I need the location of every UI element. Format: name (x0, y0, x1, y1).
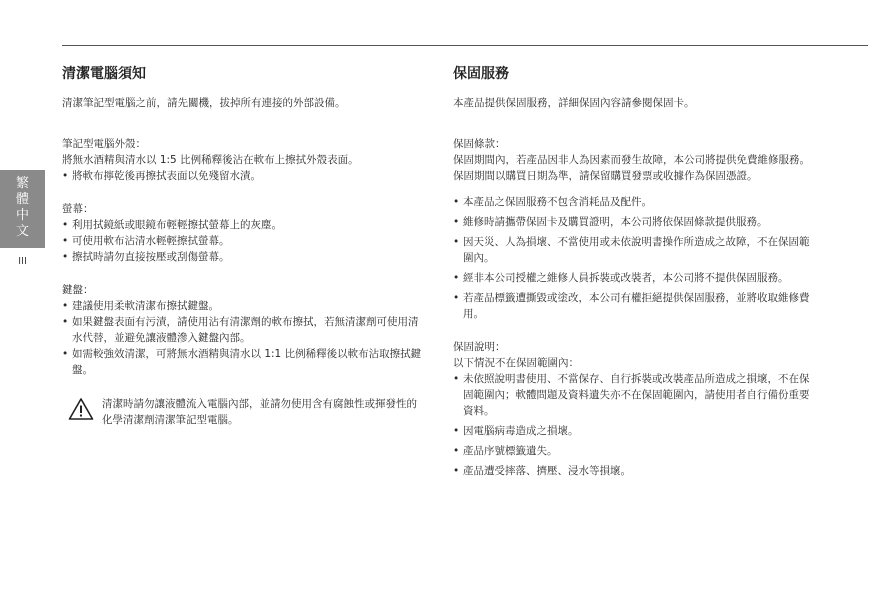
section-title: 保固說明： (453, 341, 506, 353)
section-text: 保固期間內，若產品因非人為因素而發生故障，本公司將提供免費維修服務。保固期間以購買日期為準，請保留購買發票或收據作為保固憑證。 (453, 154, 810, 182)
section-keyboard (62, 282, 422, 378)
bullet-list (62, 298, 422, 378)
warning-text: 清潔時請勿讓液體流入電腦內部，並請勿使用含有腐蝕性或揮發性的化學清潔劑清潔筆記型電腦。 (102, 398, 417, 426)
bullet-item: • 可使用軟布沾清水輕輕擦拭螢幕。 (62, 233, 422, 249)
bullet-item: • 產品序號標籤遺失。 (453, 443, 813, 459)
section-title: 鍵盤： (62, 284, 94, 296)
bullet-item: • 本產品之保固服務不包含消耗品及配件。 (453, 194, 813, 210)
bullet-item: • 維修時請攜帶保固卡及購買證明，本公司將依保固條款提供服務。 (453, 214, 813, 230)
bullet-item: • 未依照說明書使用、不當保存、自行拆裝或改裝產品所造成之損壞，不在保固範圍內；軟體問題及資料遺失亦不在保固範圍內，請使用者自行備份重要資料。 (453, 371, 813, 419)
bullet-item: • 如需較強效清潔，可將無水酒精與清水以 1:1 比例稀釋後以軟布沾取擦拭鍵盤。 (62, 346, 422, 378)
language-tab-char: 中 (15, 208, 29, 223)
bullet-item: • 若產品標籤遭撕毀或塗改，本公司有權拒絕提供保固服務，並將收取維修費用。 (453, 290, 813, 322)
bullet-list (453, 194, 813, 322)
section-screen (62, 201, 422, 265)
cleaning-title: 清潔電腦須知 (62, 66, 146, 82)
section-text: 將無水酒精與清水以 1:5 比例稀釋後沾在軟布上擦拭外殼表面。 (62, 154, 359, 166)
bullet-item: • 擦拭時請勿直接按壓或刮傷螢幕。 (62, 249, 422, 265)
language-tab (0, 170, 45, 248)
warranty-intro: 本產品提供保固服務，詳細保固內容請參閱保固卡。 (453, 97, 695, 109)
language-tab-char: 體 (15, 192, 29, 207)
warning-note (62, 396, 422, 428)
language-tab-char: 繁 (15, 176, 29, 191)
section-title: 筆記型電腦外殼： (62, 138, 146, 150)
bullet-item: • 如果鍵盤表面有污漬，請使用沾有清潔劑的軟布擦拭，若無清潔劑可使用清水代替，並避免讓液體滲入鍵盤內部。 (62, 314, 422, 346)
section-title: 保固條款： (453, 138, 506, 150)
bullet-list (62, 217, 422, 265)
warning-icon (68, 397, 94, 421)
section-exclusions (453, 339, 813, 479)
section-title: 螢幕： (62, 203, 94, 215)
bullet-item: • 產品遭受摔落、擠壓、浸水等損壞。 (453, 463, 813, 479)
warranty-column (453, 66, 813, 496)
page-number: III (18, 256, 27, 267)
bullet-item: • 利用拭鏡紙或眼鏡布輕輕擦拭螢幕上的灰塵。 (62, 217, 422, 233)
bullet-item: • 因天災、人為損壞、不當使用或未依說明書操作所造成之故障，不在保固範圍內。 (453, 234, 813, 266)
cleaning-intro: 清潔筆記型電腦之前，請先關機，拔掉所有連接的外部設備。 (62, 97, 346, 109)
section-terms (453, 136, 813, 322)
header-rule (62, 45, 868, 46)
bullet-item: • 經非本公司授權之維修人員拆裝或改裝者，本公司將不提供保固服務。 (453, 270, 813, 286)
language-tab-char: 文 (15, 224, 29, 239)
bullet-item: • 將軟布擰乾後再擦拭表面以免殘留水漬。 (62, 168, 422, 184)
bullet-list (453, 371, 813, 479)
section-case (62, 136, 422, 184)
bullet-list (62, 168, 422, 184)
bullet-item: • 因電腦病毒造成之損壞。 (453, 423, 813, 439)
warranty-title: 保固服務 (453, 66, 509, 82)
bullet-item: • 建議使用柔軟清潔布擦拭鍵盤。 (62, 298, 422, 314)
cleaning-column (62, 66, 422, 428)
section-text: 以下情況不在保固範圍內： (453, 357, 579, 369)
